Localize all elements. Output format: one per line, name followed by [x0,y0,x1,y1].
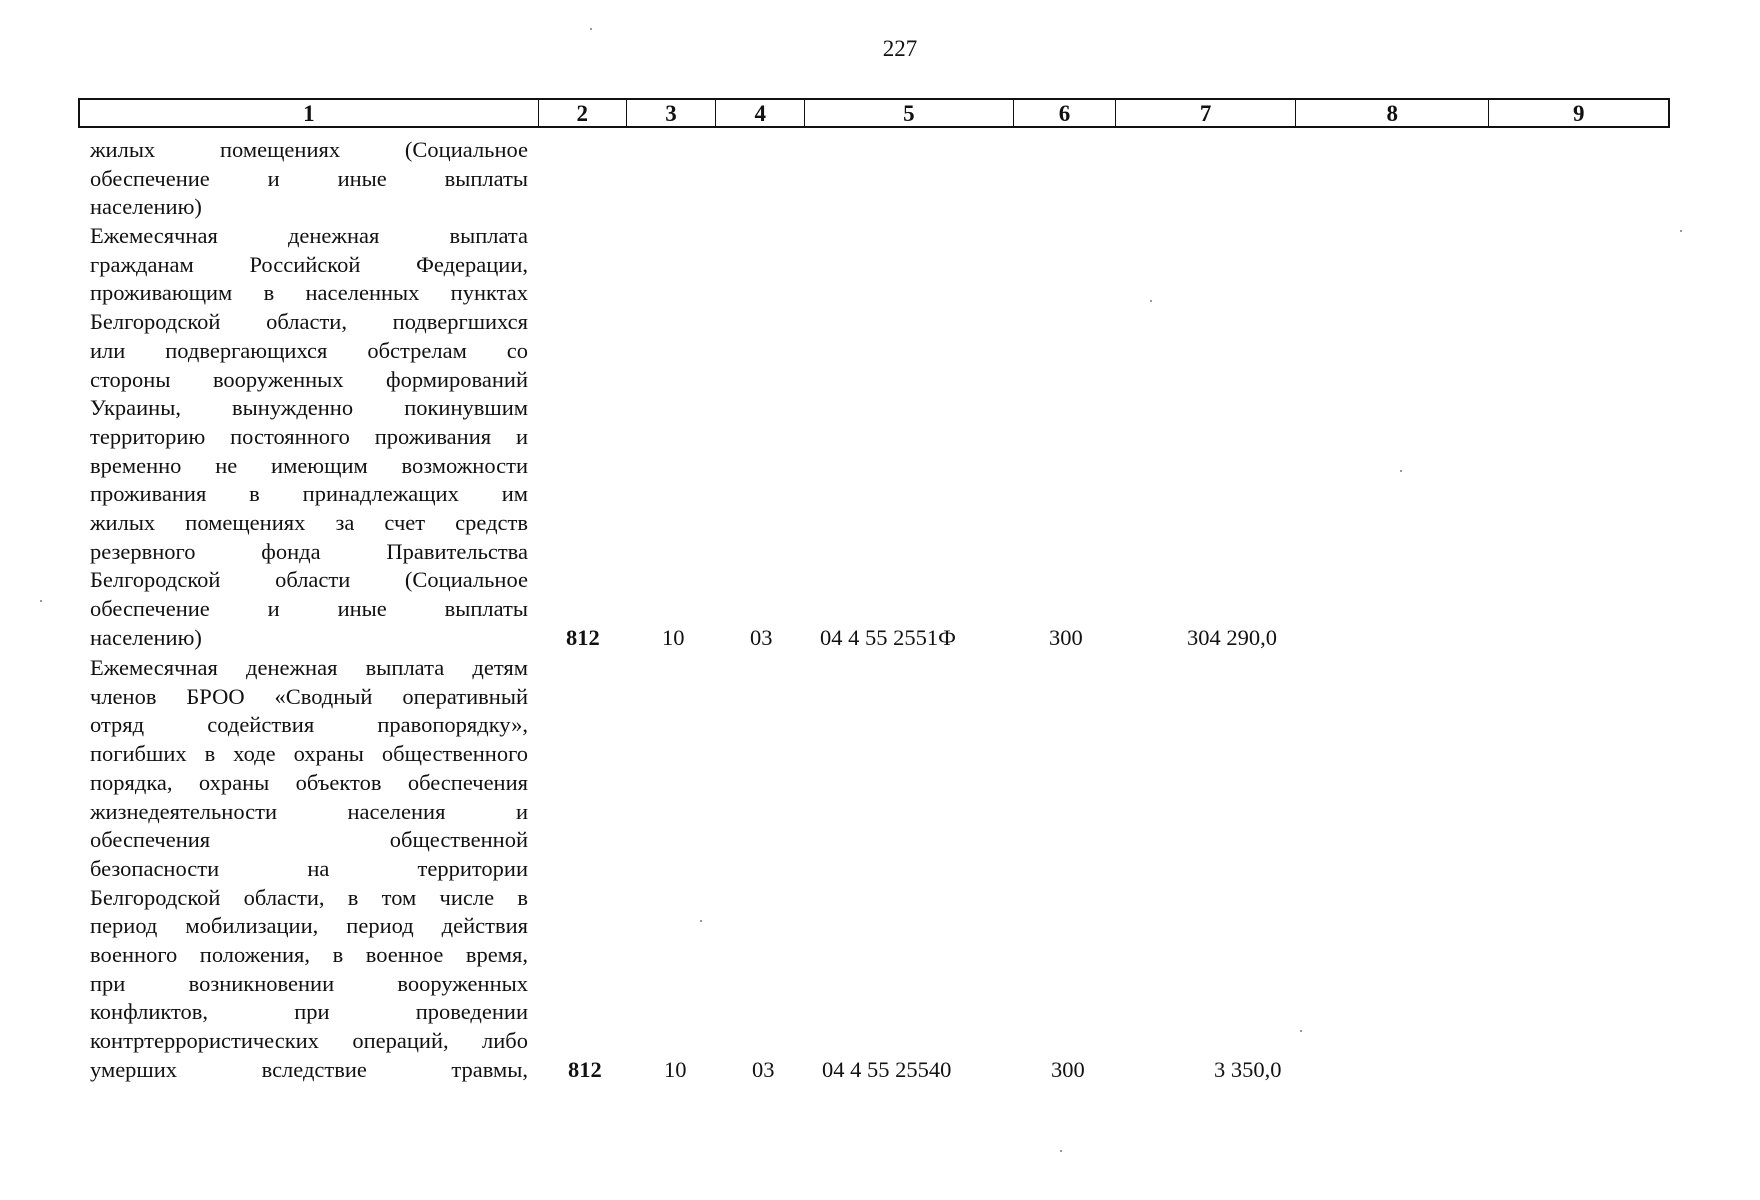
column-header-2: 2 [539,100,627,126]
description-line: стороны вооруженных формирований [90,366,528,392]
description-line: контртеррористических операций, либо [90,1028,528,1054]
description-line: умерших вследствие травмы, [90,1056,528,1082]
description-line: при возникновении вооруженных [90,970,528,996]
cell-col3: 10 [662,625,685,650]
description-line: временно не имеющим возможности [90,452,528,478]
cell-col4: 03 [752,1057,775,1082]
description-line: обеспечение и иные выплаты [90,165,528,191]
scan-speckle [1150,300,1152,302]
cell-col6: 300 [1051,1057,1085,1082]
column-header-8: 8 [1296,100,1490,126]
description-line: Белгородской области (Социальное [90,567,528,593]
description-line: Белгородской области, в том числе в [90,884,528,910]
column-header-4: 4 [716,100,805,126]
description-line: Украины, вынужденно покинувшим [90,395,528,421]
cell-col2: 812 [568,1057,602,1082]
table-header-row [78,98,1670,128]
column-header-7: 7 [1116,100,1296,126]
entry-description [90,136,528,222]
description-line: порядка, охраны объектов обеспечения [90,769,528,795]
entry-description [90,654,528,1085]
cell-col6: 300 [1049,625,1083,650]
description-line: Ежемесячная денежная выплата детям [90,655,528,680]
description-line: обеспечения общественной [90,827,528,853]
description-line: жилых помещениях (Социальное [90,137,528,162]
cell-col5: 04 4 55 25540 [822,1057,952,1082]
description-line: населению) [90,194,202,220]
description-line: территорию постоянного проживания и [90,423,528,449]
description-line: Белгородской области, подвергшихся [90,309,528,335]
scan-speckle [1300,1030,1302,1032]
description-line: проживания в принадлежащих им [90,481,528,507]
description-line: отряд содействия правопорядку», [90,712,528,738]
scan-speckle [700,920,702,922]
description-line: обеспечение и иные выплаты [90,596,528,622]
description-line: населению) [90,624,202,650]
cell-col4: 03 [750,625,773,650]
cell-col2: 812 [566,625,600,650]
scan-speckle [590,28,592,30]
column-header-5: 5 [805,100,1013,126]
description-line: жилых помещениях за счет средств [90,510,528,536]
description-line: жизнедеятельности населения и [90,798,528,824]
column-header-9: 9 [1572,100,1585,126]
column-header-6: 6 [1014,100,1117,126]
scan-speckle [1680,230,1682,232]
cell-col5: 04 4 55 2551Ф [820,625,956,650]
page-number: 227 [882,36,918,61]
scan-speckle [1060,1150,1062,1152]
column-header-3: 3 [627,100,717,126]
scan-speckle [1400,470,1402,472]
description-line: погибших в ходе охраны общественного [90,741,528,767]
description-line: Ежемесячная денежная выплата [90,223,528,248]
description-line: военного положения, в военное время, [90,942,528,968]
cell-col7: 304 290,0 [1187,625,1277,650]
cell-col7: 3 350,0 [1214,1057,1282,1082]
column-header-1: 1 [80,100,539,126]
description-line: конфликтов, при проведении [90,999,528,1025]
description-line: резервного фонда Правительства [90,538,528,564]
description-line: проживающим в населенных пунктах [90,280,528,306]
description-line: безопасности на территории [90,855,528,881]
cell-col3: 10 [664,1057,687,1082]
description-line: членов БРОО «Сводный оперативный [90,683,528,709]
description-line: период мобилизации, период действия [90,913,528,939]
description-line: гражданам Российской Федерации, [90,251,528,277]
scan-speckle [40,600,42,602]
description-line: или подвергающихся обстрелам со [90,337,528,363]
entry-description [90,222,528,653]
